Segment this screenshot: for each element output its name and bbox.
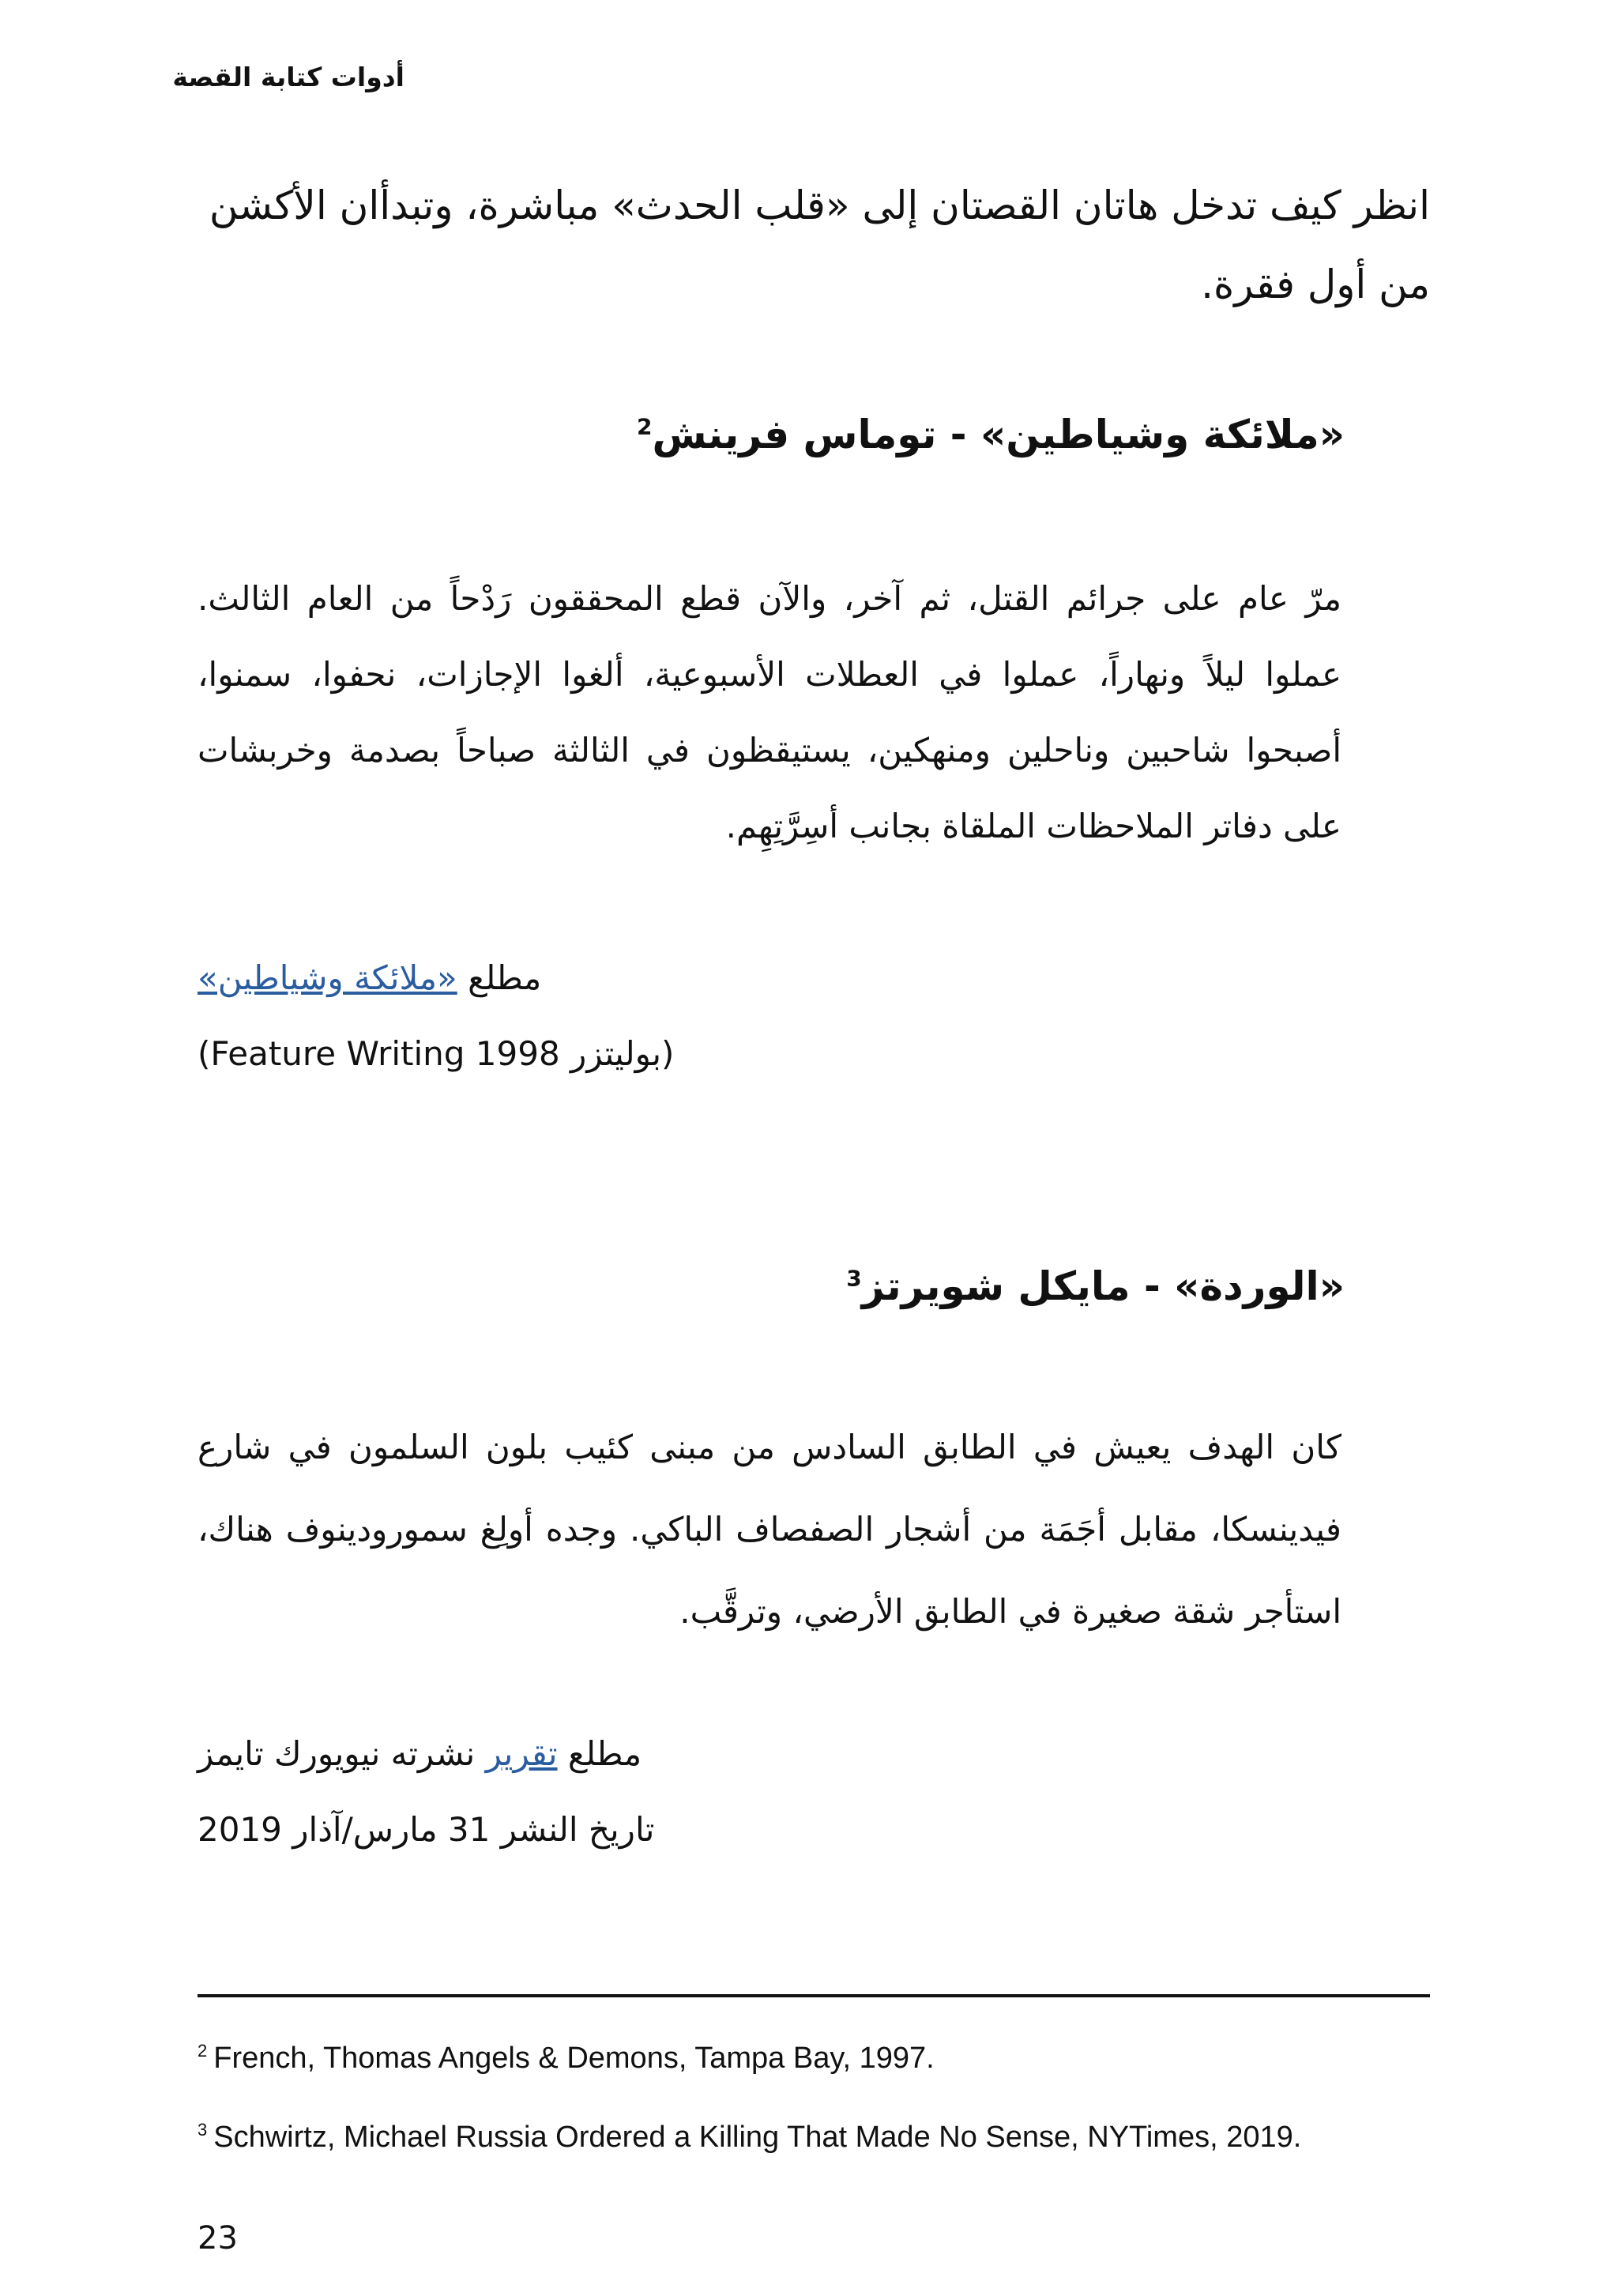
section-2-source	[198, 1716, 1341, 1868]
footnote-ref-2[interactable]: 2	[636, 413, 653, 440]
running-header: أدوات كتابة القصة	[172, 62, 404, 92]
section-1-source	[198, 940, 1341, 1092]
footnote-2-number: 2	[198, 2041, 208, 2061]
page-number: 23	[198, 2220, 238, 2256]
section-1-source-note-line	[198, 1016, 1341, 1092]
section-2-source-label: مطلع	[567, 1734, 642, 1773]
section-2-excerpt: كان الهدف يعيش في الطابق السادس من مبنى كئيب بلون السلمون في شارع فيدينسكا، مقابل أجَمَة من أشجار الصفصاف الباكي. وجده أولِغ سمورودينوف هناك، استأجر شقة صغيرة في الطابق الأرضي، وترقَّب.	[198, 1428, 1341, 1631]
section-2-source-line	[198, 1716, 1341, 1792]
section-1-source-note: (بوليتزر Feature Writing 1998)	[198, 1034, 675, 1073]
section-2-heading-text: «الوردة» - مايكل شويرتز	[861, 1263, 1345, 1309]
footnote-divider	[198, 1994, 1430, 1997]
section-2-heading	[846, 1259, 1345, 1314]
section-2-date-line	[198, 1792, 1341, 1868]
section-1-excerpt: مرّ عام على جرائم القتل، ثم آخر، والآن قطع المحققون رَدْحاً من العام الثالث. عملوا ليلاً ونهاراً، عملوا في العطلات الأسبوعية، ألغوا الإجازات، نحفوا، سمنوا، أصبحوا شاحبين وناحلين ومنهكين، يستيقظون في الثالثة صباحاً بصدمة وخربشات على دفاتر الملاحظات الملقاة بجانب أسِرَّتِهِم.	[198, 579, 1341, 845]
section-1-source-line	[198, 940, 1341, 1016]
section-2-source-rest: نشرته نيويورك تايمز	[198, 1734, 476, 1773]
section-2-publish-date: تاريخ النشر 31 مارس/آذار 2019	[198, 1810, 655, 1849]
section-1-heading	[637, 407, 1345, 462]
footnote-2-text: French, Thomas Angels & Demons, Tampa Bay, 1997.	[213, 2042, 935, 2075]
footnote-2	[198, 2042, 1430, 2076]
section-1-heading-text: «ملائكة وشياطين» - توماس فرينش	[652, 412, 1345, 457]
footnote-3	[198, 2121, 1430, 2155]
nytimes-report-link[interactable]: تقرير	[485, 1734, 558, 1773]
section-1-source-label: مطلع	[468, 958, 542, 997]
footnote-3-text: Schwirtz, Michael Russia Ordered a Killing That Made No Sense, NYTimes, 2019.	[213, 2121, 1302, 2154]
angels-demons-link[interactable]: «ملائكة وشياطين»	[198, 958, 457, 997]
footnote-3-number: 3	[198, 2120, 208, 2140]
intro-paragraph: انظر كيف تدخل هاتان القصتان إلى «قلب الحدث» مباشرة، وتبدأان الأكشن من أول فقرة.	[209, 183, 1430, 307]
footnote-ref-3[interactable]: 3	[846, 1265, 862, 1292]
